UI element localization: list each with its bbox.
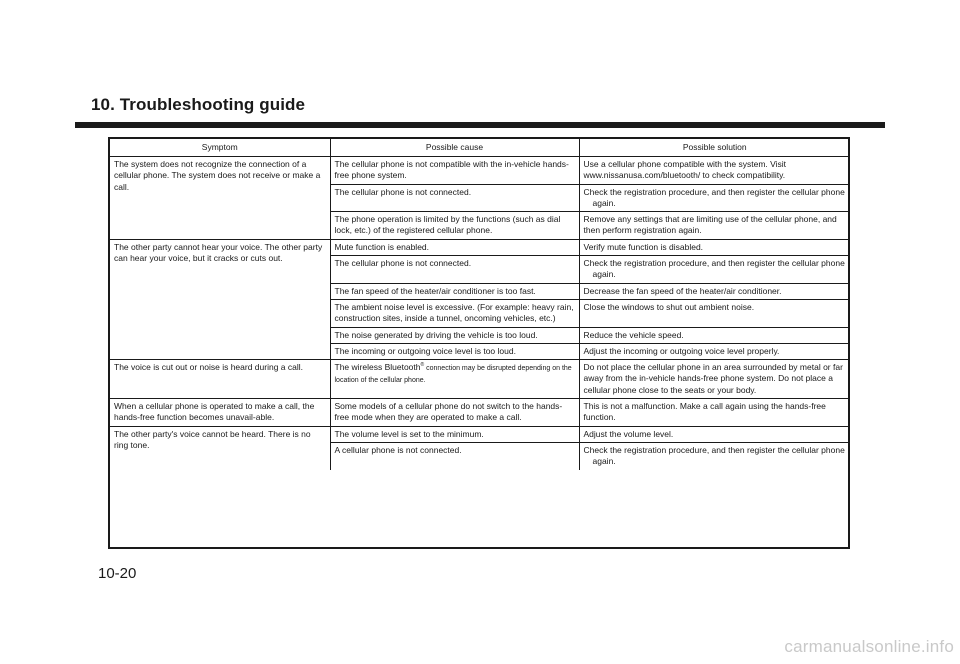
solution-text: Check the registration procedure, and then register the cellular phone again. (583, 186, 845, 208)
solution-cell: Verify mute function is disabled. (579, 239, 850, 255)
solution-cell: Adjust the incoming or outgoing voice level properly. (579, 343, 850, 359)
table-header-row (110, 139, 850, 157)
cause-text-small: connection may be disrupted depending on the location of the cellular phone. (334, 365, 572, 385)
solution-text: Check the registration procedure, and then register the cellular phone again. (583, 258, 845, 280)
symptom-cell: When a cellular phone is operated to make a call, the hands-free function becomes unavail-able. (110, 399, 330, 427)
table-row (110, 360, 850, 399)
cause-cell: The noise generated by driving the vehicle is too loud. (330, 327, 579, 343)
cause-text: The wireless Bluetooth (334, 362, 421, 373)
solution-cell (579, 256, 850, 284)
cause-cell: A cellular phone is not connected. (330, 442, 579, 469)
cause-cell: Mute function is enabled. (330, 239, 579, 255)
header-rule (75, 122, 885, 128)
solution-cell: Decrease the fan speed of the heater/air conditioner. (579, 283, 850, 299)
cause-cell: The cellular phone is not connected. (330, 184, 579, 212)
solution-cell: Close the windows to shut out ambient noise. (579, 299, 850, 327)
solution-cell: Remove any settings that are limiting use of the cellular phone, and then perform registration again. (579, 212, 850, 240)
solution-cell (579, 442, 850, 469)
symptom-cell: The system does not recognize the connection of a cellular phone. The system does not receive or make a call. (110, 157, 330, 240)
cause-cell: The cellular phone is not compatible with the in-vehicle hands-free phone system. (330, 157, 579, 185)
cause-cell: The volume level is set to the minimum. (330, 426, 579, 442)
solution-cell: Adjust the volume level. (579, 426, 850, 442)
troubleshooting-table (108, 137, 850, 549)
watermark: carmanualsonline.info (784, 637, 954, 656)
cause-cell: Some models of a cellular phone do not switch to the hands-free mode when they are operated to make a call. (330, 399, 579, 427)
solution-text: Check the registration procedure, and then register the cellular phone again. (583, 444, 845, 467)
column-header-solution: Possible solution (579, 139, 850, 157)
solution-cell: Use a cellular phone compatible with the system. Visit www.nissanusa.com/bluetooth/ to check compatibility. (579, 157, 850, 185)
cause-cell: The cellular phone is not connected. (330, 256, 579, 284)
registered-mark: ® (420, 362, 425, 369)
symptom-cell: The other party's voice cannot be heard. There is no ring tone. (110, 426, 330, 469)
symptom-cell: The other party cannot hear your voice. The other party can hear your voice, but it cracks or cuts out. (110, 239, 330, 359)
cause-cell (330, 360, 579, 399)
solution-cell: This is not a malfunction. Make a call again using the hands-free function. (579, 399, 850, 427)
symptom-cell: The voice is cut out or noise is heard during a call. (110, 360, 330, 399)
cause-cell: The fan speed of the heater/air conditioner is too fast. (330, 283, 579, 299)
table-row (110, 399, 850, 427)
cause-cell: The phone operation is limited by the functions (such as dial lock, etc.) of the registered cellular phone. (330, 212, 579, 240)
column-header-cause: Possible cause (330, 139, 579, 157)
table-row (110, 426, 850, 442)
solution-cell (579, 184, 850, 212)
cause-cell: The ambient noise level is excessive. (For example: heavy rain, construction sites, inside a tunnel, oncoming vehicles, etc.) (330, 299, 579, 327)
table-row (110, 239, 850, 255)
section-title: 10. Troubleshooting guide (91, 95, 306, 114)
page-number: 10-20 (98, 565, 137, 582)
solution-cell: Reduce the vehicle speed. (579, 327, 850, 343)
cause-cell: The incoming or outgoing voice level is too loud. (330, 343, 579, 359)
column-header-symptom: Symptom (110, 139, 330, 157)
table-row (110, 157, 850, 185)
solution-cell: Do not place the cellular phone in an area surrounded by metal or far away from the in-vehicle hands-free phone system. Do not place a cellular phone close to the seats or your body. (579, 360, 850, 399)
